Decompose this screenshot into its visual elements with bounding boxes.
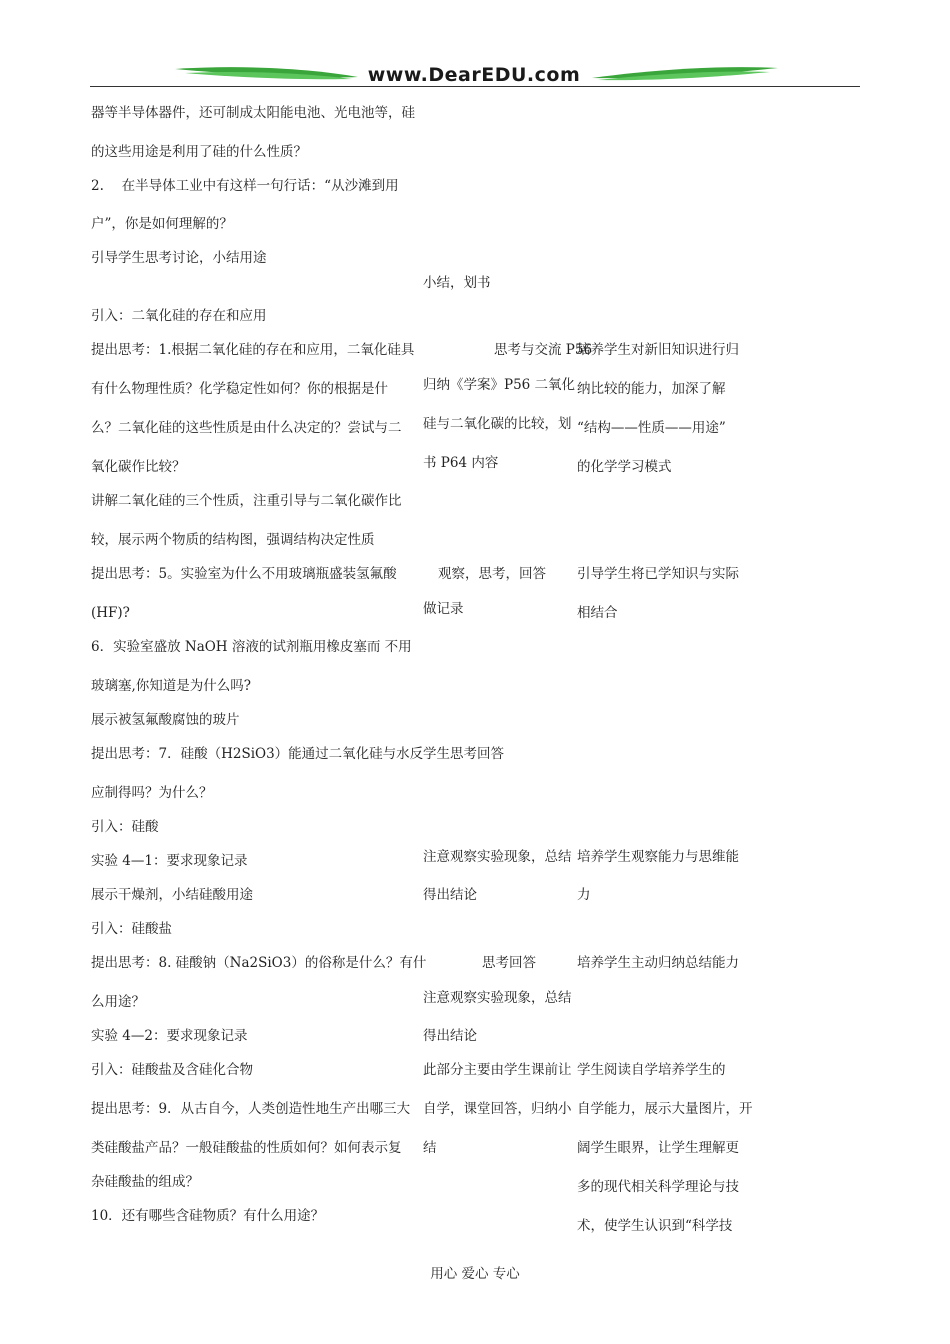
text-line: 引入：硅酸: [91, 819, 159, 835]
header-divider: [90, 86, 860, 87]
text-line: 的化学学习模式: [577, 459, 672, 475]
text-line: 应制得吗？为什么？: [91, 785, 213, 801]
text-line: 注意观察实验现象，总结: [423, 849, 572, 865]
text-line: 相结合: [577, 605, 618, 621]
text-line: 得出结论: [423, 1028, 477, 1044]
text-line: 培养学生观察能力与思维能: [577, 849, 739, 865]
text-line: 器等半导体器件，还可制成太阳能电池、光电池等，硅: [91, 105, 415, 121]
text-line: 学生思考回答: [423, 746, 504, 762]
text-line: 提出思考：7．硅酸（H2SiO3）能通过二氧化硅与水反: [91, 746, 424, 762]
text-line: 学生阅读自学培养学生的: [577, 1062, 726, 1078]
text-line: 引入：二氧化硅的存在和应用: [91, 308, 267, 324]
text-line: 得出结论: [423, 887, 477, 903]
text-line: 纳比较的能力，加深了解: [577, 381, 726, 397]
text-line: 提出思考：1.根据二氧化硅的存在和应用，二氧化硅具: [91, 342, 415, 358]
text-line: 小结，划书: [423, 275, 491, 291]
text-line: 阔学生眼界，让学生理解更: [577, 1140, 739, 1156]
text-line: 么用途？: [91, 994, 145, 1010]
text-line: 6．实验室盛放 NaOH 溶液的试剂瓶用橡皮塞而 不用: [91, 639, 412, 655]
text-line: 此部分主要由学生课前让: [423, 1062, 572, 1078]
text-line: 提出思考：8. 硅酸钠（Na2SiO3）的俗称是什么？有什: [91, 955, 427, 971]
text-line: 户”，你是如何理解的？: [91, 216, 233, 232]
text-line: “结构——性质——用途”: [577, 420, 726, 436]
text-line: 结: [423, 1140, 437, 1156]
text-line: 杂硅酸盐的组成？: [91, 1174, 199, 1190]
text-line: 培养学生主动归纳总结能力: [577, 955, 739, 971]
text-line: 注意观察实验现象，总结: [423, 990, 572, 1006]
text-line: 硅与二氧化碳的比较，划: [423, 416, 572, 432]
text-line: 多的现代相关科学理论与技: [577, 1179, 739, 1195]
text-line: 10．还有哪些含硅物质？有什么用途？: [91, 1208, 325, 1224]
text-line: 归纳《学案》P56 二氧化: [423, 377, 576, 393]
text-line: 较，展示两个物质的结构图，强调结构决定性质: [91, 532, 375, 548]
text-line: 术，使学生认识到“科学技: [577, 1218, 733, 1234]
text-line: 展示被氢氟酸腐蚀的玻片: [91, 712, 240, 728]
text-line: 思考回答: [482, 955, 536, 971]
text-line: 么？二氧化硅的这些性质是由什么决定的？尝试与二: [91, 420, 402, 436]
text-line: 引导学生思考讨论，小结用途: [91, 250, 267, 266]
text-line: 实验 4—2：要求现象记录: [91, 1028, 248, 1044]
text-line: 引入：硅酸盐: [91, 921, 172, 937]
text-line: 培养学生对新旧知识进行归: [577, 342, 739, 358]
text-line: 类硅酸盐产品？一般硅酸盐的性质如何？如何表示复: [91, 1140, 402, 1156]
text-line: 提出思考：5。实验室为什么不用玻璃瓶盛装氢氟酸: [91, 566, 397, 582]
text-line: 玻璃塞,你知道是为什么吗?: [91, 678, 252, 694]
text-line: 实验 4—1：要求现象记录: [91, 853, 248, 869]
text-line: 书 P64 内容: [423, 455, 499, 471]
text-line: 自学，课堂回答，归纳小: [423, 1101, 572, 1117]
text-line: 力: [577, 887, 591, 903]
text-line: 的这些用途是利用了硅的什么性质？: [91, 144, 307, 160]
site-logo-text: www.DearEDU.com: [367, 64, 581, 86]
text-line: 思考与交流 P56: [494, 342, 593, 358]
text-line: 引入：硅酸盐及含硅化合物: [91, 1062, 253, 1078]
text-line: 讲解二氧化硅的三个性质，注重引导与二氧化碳作比: [91, 493, 402, 509]
text-line: 展示干燥剂，小结硅酸用途: [91, 887, 253, 903]
text-line: 做记录: [423, 601, 464, 617]
text-line: 引导学生将已学知识与实际: [577, 566, 739, 582]
text-line: (HF)?: [91, 605, 130, 621]
text-line: 有什么物理性质？化学稳定性如何？你的根据是什: [91, 381, 388, 397]
page-footer: 用心 爱心 专心: [430, 1266, 520, 1282]
text-line: 观察，思考，回答: [438, 566, 546, 582]
text-line: 2. 在半导体工业中有这样一句行话：“从沙滩到用: [91, 178, 399, 194]
text-line: 氧化碳作比较？: [91, 459, 186, 475]
text-line: 自学能力，展示大量图片，开: [577, 1101, 753, 1117]
text-line: 提出思考：9．从古自今，人类创造性地生产出哪三大: [91, 1101, 411, 1117]
